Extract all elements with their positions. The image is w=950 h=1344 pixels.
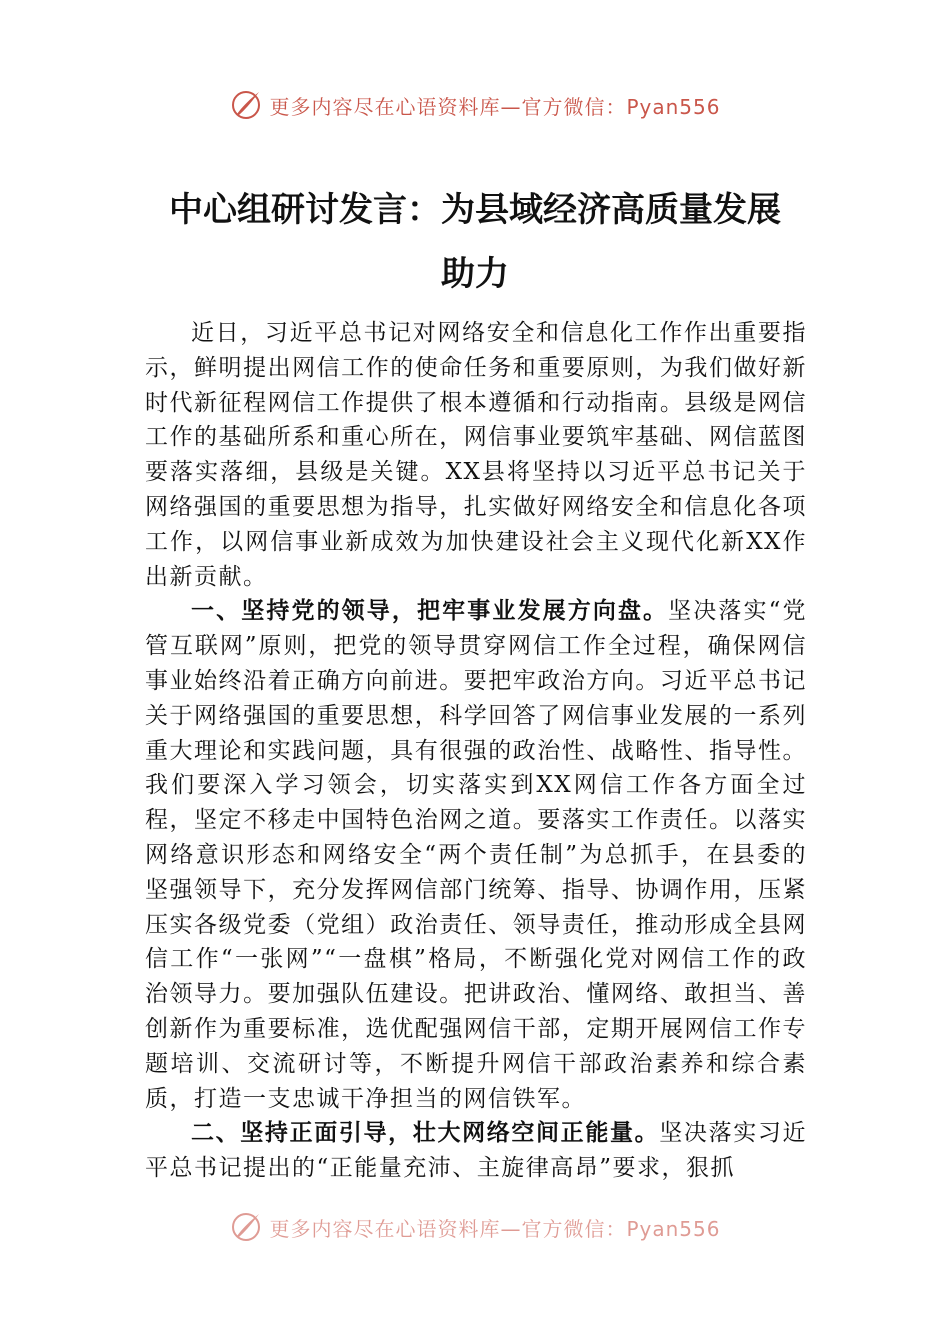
watermark-footer	[0, 1210, 950, 1244]
paragraph	[145, 594, 807, 1116]
paragraph-lead: 一、坚持党的领导，把牢事业发展方向盘。	[191, 597, 669, 625]
paragraph-text: 坚决落实“党管互联网”原则，把党的领导贯穿网信工作全过程，确保网信事业始终沿着正确方向前进。要把牢政治方向。习近平总书记关于网络强国的重要思想，科学回答了网信事业发展的一系列重大理论和实践问题，具有很强的政治性、战略性、指导性。我们要深入学习领会，切实落实到XX网信工作各方面全过程，坚定不移走中国特色治网之道。要落实工作责任。以落实网络意识形态和网络安全“两个责任制”为总抓手，在县委的坚强领导下，充分发挥网信部门统筹、指导、协调作用，压紧压实各级党委（党组）政治责任、领导责任，推动形成全县网信工作“一张网”“一盘棋”格局，不断强化党对网信工作的政治领导力。要加强队伍建设。把讲政治、懂网络、敢担当、善创新作为重要标准，选优配强网信干部，定期开展网信工作专题培训、交流研讨等，不断提升网信干部政治素养和综合素质，打造一支忠诚干净担当的网信铁军。	[145, 598, 808, 1112]
title-line-2: 助力	[441, 254, 509, 294]
paragraph-lead: 二、坚持正面引导，壮大网络空间正能量。	[191, 1119, 660, 1147]
quill-logo-icon	[229, 1210, 263, 1244]
paragraph-text: 坚决落实习近平总书记提出的“正能量充沛、主旋律高昂”要求，狠抓	[145, 1120, 808, 1182]
watermark-text: 更多内容尽在心语资料库—官方微信：Pyan556	[269, 1216, 721, 1241]
paragraph	[145, 1116, 807, 1186]
document-body	[145, 316, 807, 1186]
title-line-1: 中心组研讨发言：为县域经济高质量发展	[169, 190, 781, 230]
document-title	[120, 178, 830, 306]
watermark-header	[0, 88, 950, 122]
quill-logo-icon	[229, 88, 263, 122]
watermark-text: 更多内容尽在心语资料库—官方微信：Pyan556	[269, 94, 721, 119]
paragraph-text: 近日，习近平总书记对网络安全和信息化工作作出重要指示，鲜明提出网信工作的使命任务和重要原则，为我们做好新时代新征程网信工作提供了根本遵循和行动指南。县级是网信工作的基础所系和重心所在，网信事业要筑牢基础、网信蓝图要落实落细，县级是关键。XX县将坚持以习近平总书记关于网络强国的重要思想为指导，扎实做好网络安全和信息化各项工作，以网信事业新成效为加快建设社会主义现代化新XX作出新贡献。	[145, 320, 807, 590]
paragraph	[145, 316, 807, 594]
